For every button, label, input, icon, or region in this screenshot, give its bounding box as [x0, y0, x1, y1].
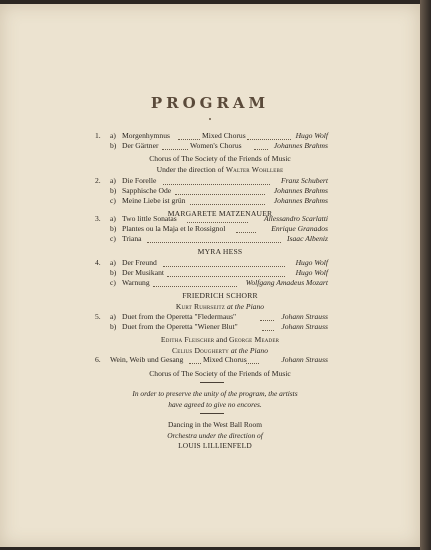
- program-item-4: [0, 258, 420, 312]
- item-letter: c): [110, 234, 116, 243]
- performer-line: MARGARETE MATZENAUER: [167, 209, 273, 218]
- item-number: 5.: [95, 312, 101, 321]
- piece-title: Der Gärtner: [122, 141, 159, 150]
- leader-dots: [153, 286, 237, 287]
- leader-dots: [190, 204, 265, 205]
- program-item-5: [0, 312, 420, 356]
- leader-dots: [163, 266, 285, 267]
- composer: Johann Strauss: [281, 322, 328, 331]
- program-page: [0, 4, 420, 547]
- leader-dots: [187, 222, 248, 223]
- piece-title: Wein, Weib und Gesang: [110, 355, 184, 364]
- no-encores-notice: [0, 389, 430, 410]
- item-number: 3.: [95, 214, 101, 223]
- dancing-line: Dancing in the West Ball Room: [168, 420, 262, 429]
- piece-title: Two little Sonatas: [122, 214, 177, 223]
- item-letter: b): [110, 141, 117, 150]
- composer: Hugo Wolf: [295, 131, 328, 140]
- item-letter: c): [110, 196, 116, 205]
- performer-line: Editha Fleischer and George Meader: [160, 335, 280, 344]
- item-letter: a): [110, 131, 116, 140]
- item-number: 4.: [95, 258, 101, 267]
- performer-line: FRIEDRICH SCHORR: [182, 291, 258, 300]
- performer-line: MYRA HESS: [197, 247, 243, 256]
- item-letter: a): [110, 258, 116, 267]
- program-item-3: [0, 214, 420, 258]
- composer: Johann Strauss: [281, 355, 328, 364]
- voices-label: Mixed Chorus: [203, 355, 247, 364]
- composer: Isaac Albeniz: [287, 234, 328, 243]
- page-edge: [420, 0, 431, 550]
- voices-label: Mixed Chorus: [202, 131, 246, 140]
- ornament-dot: [209, 118, 211, 120]
- program-item-1: [0, 131, 420, 175]
- leader-dots: [147, 242, 281, 243]
- item-letter: a): [110, 312, 116, 321]
- piece-title: Der Freund: [122, 258, 157, 267]
- item-letter: a): [110, 176, 116, 185]
- item-letter: a): [110, 214, 116, 223]
- piece-title: Die Forelle: [122, 176, 157, 185]
- notice-line: In order to preserve the unity of the program, the artists: [132, 389, 298, 398]
- composer: Enrique Granados: [271, 224, 328, 233]
- leader-dots: [254, 149, 268, 150]
- dancing-line: Orchestra under the direction of: [167, 430, 263, 440]
- leader-dots: [247, 139, 291, 140]
- item-letter: b): [110, 224, 117, 233]
- leader-dots: [178, 139, 200, 140]
- item-letter: b): [110, 322, 117, 331]
- composer: Johannes Brahms: [273, 186, 328, 195]
- piece-title: Warnung: [122, 278, 150, 287]
- performer-line: Kurt Ruhrseitz at the Piano: [175, 301, 265, 311]
- item-letter: c): [110, 278, 116, 287]
- performer-line: Chorus of The Society of the Friends of Music: [149, 154, 291, 163]
- piece-title: Meine Liebe ist grün: [122, 196, 186, 205]
- leader-dots: [167, 276, 285, 277]
- page-title: PROGRAM: [150, 94, 270, 112]
- leader-dots: [162, 149, 188, 150]
- composer: Johannes Brahms: [273, 141, 328, 150]
- program-item-6: [0, 355, 420, 380]
- leader-dots: [189, 363, 201, 364]
- notice-line: have agreed to give no encores.: [168, 399, 262, 409]
- composer: Johann Strauss: [281, 312, 328, 321]
- leader-dots: [260, 320, 274, 321]
- composer: Hugo Wolf: [295, 268, 328, 277]
- piece-title: Morgenhymnus: [122, 131, 170, 140]
- program-item-2: [0, 176, 420, 220]
- item-letter: b): [110, 186, 117, 195]
- divider-rule: [200, 382, 224, 383]
- leader-dots: [262, 330, 274, 331]
- leader-dots: [246, 363, 259, 364]
- composer: Wolfgang Amadeus Mozart: [245, 278, 328, 287]
- divider-rule: [200, 413, 224, 414]
- orchestra-leader: LOUIS LILLIENFELD: [178, 441, 252, 450]
- item-number: 2.: [95, 176, 101, 185]
- composer: Allessandro Scarlatti: [263, 214, 328, 223]
- item-number: 1.: [95, 131, 101, 140]
- performer-line: Celius Dougherty at the Piano: [171, 345, 269, 355]
- leader-dots: [236, 232, 256, 233]
- piece-title: Duet from the Operetta "Wiener Blut": [122, 322, 238, 331]
- item-number: 6.: [95, 355, 101, 364]
- item-letter: b): [110, 268, 117, 277]
- composer: Hugo Wolf: [295, 258, 328, 267]
- dancing-notice: [0, 420, 430, 452]
- piece-title: Sapphische Ode: [122, 186, 172, 195]
- piece-title: Plantes ou la Maja et le Rossignol: [122, 224, 226, 233]
- voices-label: Women's Chorus: [190, 141, 242, 150]
- performer-line: Under the direction of Walter Wohllebe: [156, 164, 284, 174]
- leader-dots: [175, 194, 265, 195]
- piece-title: Duet from the Operetta "Fledermaus": [122, 312, 237, 321]
- leader-dots: [163, 184, 270, 185]
- piece-title: Triana: [122, 234, 142, 243]
- performer-line: Chorus of The Society of the Friends of Music: [149, 369, 291, 378]
- composer: Johannes Brahms: [273, 196, 328, 205]
- composer: Franz Schubert: [280, 176, 328, 185]
- piece-title: Der Musikant: [122, 268, 164, 277]
